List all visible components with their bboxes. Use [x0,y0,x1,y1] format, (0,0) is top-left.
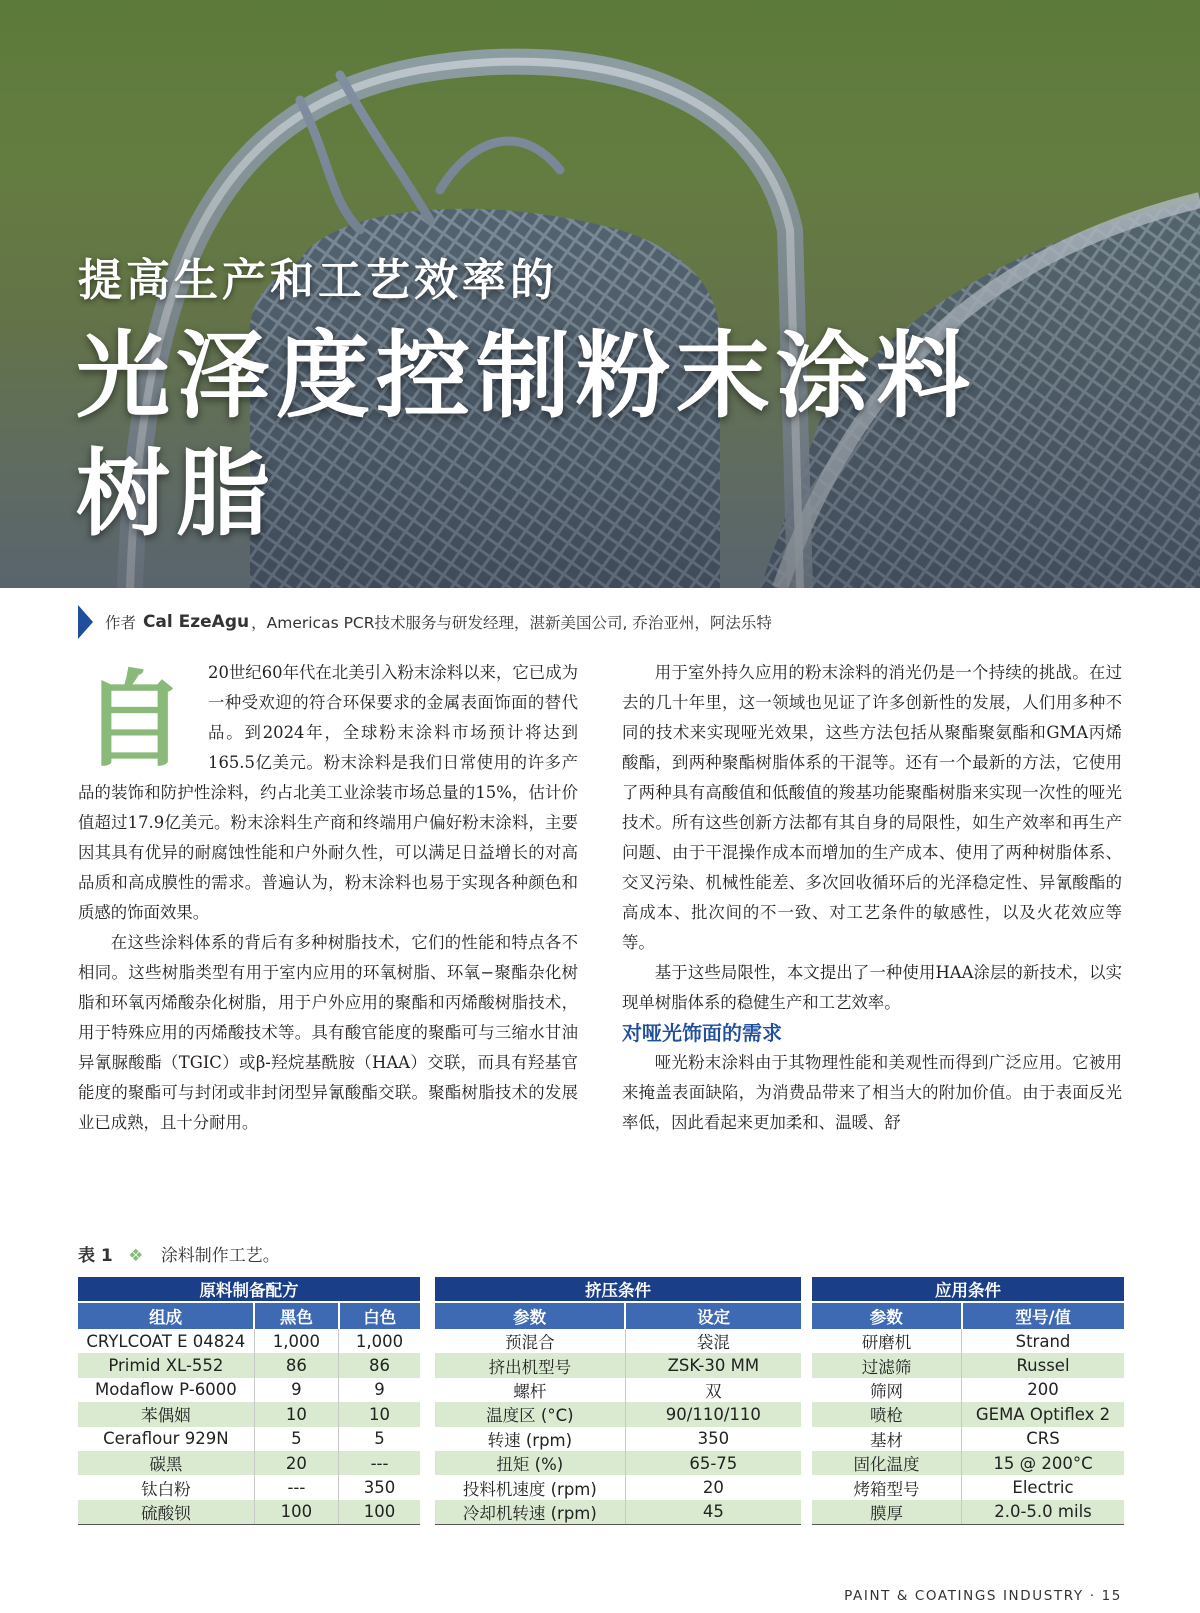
table-cell: --- [339,1451,420,1475]
drop-cap: 自 [82,659,187,781]
table-cell: 20 [625,1475,801,1499]
table-cell: 苯偶姻 [78,1402,254,1426]
title-line-1: 光泽度控制粉末涂料 [76,322,977,431]
table-row [435,1329,801,1353]
table-cell: 钛白粉 [78,1475,254,1499]
table-cell: 65-75 [625,1451,801,1475]
page-number: 15 [1101,1588,1122,1604]
table-cell: 20 [254,1451,338,1475]
table-cell: Russel [962,1353,1125,1377]
diamond-bullet-icon: ❖ [128,1246,144,1266]
table-row [812,1500,1124,1525]
table-cell: --- [254,1475,338,1499]
byline [78,605,772,639]
table-row [435,1475,801,1499]
table-cell: 5 [339,1427,420,1451]
table-cell: 9 [339,1378,420,1402]
magazine-name: PAINT & COATINGS INDUSTRY [844,1588,1084,1604]
table-cell: 过滤筛 [812,1353,962,1377]
table-title: 应用条件 [812,1277,1124,1302]
table-cell: 温度区 (°C) [435,1402,625,1426]
table-cell: 硫酸钡 [78,1500,254,1525]
column-header: 参数 [812,1302,962,1329]
table-cell: 基材 [812,1427,962,1451]
table-cell: 投料机速度 (rpm) [435,1475,625,1499]
hero-photo [0,0,1200,588]
table-cell: GEMA Optiflex 2 [962,1402,1125,1426]
table-cell: 筛网 [812,1378,962,1402]
table-cell: 90/110/110 [625,1402,801,1426]
table-row [435,1451,801,1475]
formulation-table [78,1277,420,1525]
table-cell: 10 [339,1402,420,1426]
paragraph [78,658,578,928]
table-cell: 双 [625,1378,801,1402]
table-row [78,1475,420,1499]
table-row [78,1402,420,1426]
table-cell: 固化温度 [812,1451,962,1475]
application-table [812,1277,1124,1525]
table-cell: 转速 (rpm) [435,1427,625,1451]
table-cell: 螺杆 [435,1378,625,1402]
column-header: 黑色 [254,1302,338,1329]
paragraph-text: 20世纪60年代在北美引入粉末涂料以来，它已成为一种受欢迎的符合环保要求的金属表面饰面的替代品。到2024年，全球粉末涂料市场预计将达到165.5亿美元。粉末涂料是我们日常使用的许多产品的装饰和防护性涂料，约占北美工业涂装市场总量的15%，估计价值超过17.9亿美元。粉末涂料生产商和终端用户偏好粉末涂料，主要因其具有优异的耐腐蚀性能和户外耐久性，可以满足日益增长的对高品质和高成膜性的需求。普遍认为，粉末涂料也易于实现各种颜色和质感的饰面效果。 [78,663,578,922]
table-cell: Modaflow P-6000 [78,1378,254,1402]
article-column-left [78,658,578,1138]
table-row [435,1402,801,1426]
table-cell: CRS [962,1427,1125,1451]
table-row [435,1427,801,1451]
table-title: 挤压条件 [435,1277,801,1302]
table-cell: 挤出机型号 [435,1353,625,1377]
table-cell: 预混合 [435,1329,625,1353]
table-row [812,1451,1124,1475]
table-cell: 烤箱型号 [812,1475,962,1499]
table-cell: 2.0-5.0 mils [962,1500,1125,1525]
extrusion-table [435,1277,801,1525]
paragraph: 在这些涂料体系的背后有多种树脂技术，它们的性能和特点各不相同。这些树脂类型有用于室内应用的环氧树脂、环氧−聚酯杂化树脂和环氧丙烯酸杂化树脂，用于户外应用的聚酯和丙烯酸树脂技术，用于特殊应用的丙烯酸技术等。具有酸官能度的聚酯可与三缩水甘油异氰脲酸酯（TGIC）或β-羟烷基酰胺（HAA）交联，而具有羟基官能度的聚酯可与封闭或非封闭型异氰酸酯交联。聚酯树脂技术的发展业已成熟，且十分耐用。 [78,933,578,1132]
table-row [812,1353,1124,1377]
table-row [78,1329,420,1353]
page-footer [844,1588,1122,1604]
column-header: 组成 [78,1302,254,1329]
column-header: 参数 [435,1302,625,1329]
table-title: 原料制备配方 [78,1277,420,1302]
table-row [78,1378,420,1402]
author-affiliation: ，Americas PCR技术服务与研发经理，湛新美国公司, 乔治亚州，阿法乐特 [251,614,772,632]
table-row [78,1427,420,1451]
table-row [812,1329,1124,1353]
table-cell: 5 [254,1427,338,1451]
table-caption [78,1241,280,1266]
table-cell: 扭矩 (%) [435,1451,625,1475]
table-cell: 350 [339,1475,420,1499]
table-row [435,1378,801,1402]
paragraph: 基于这些局限性，本文提出了一种使用HAA涂层的新技术，以实现单树脂体系的稳健生产和工艺效率。 [622,963,1122,1012]
table-cell: 100 [254,1500,338,1525]
byline-prefix: 作者 [105,614,137,632]
table-cell: Ceraflour 929N [78,1427,254,1451]
paragraph: 用于室外持久应用的粉末涂料的消光仍是一个持续的挑战。在过去的几十年里，这一领域也见证了许多创新性的发展，人们用多种不同的技术来实现哑光效果，这些方法包括从聚酯聚氨酯和GMA丙烯酸酯，到两种聚酯树脂体系的干混等。还有一个最新的方法，它使用了两种具有高酸值和低酸值的羧基功能聚酯树脂来实现一次性的哑光技术。所有这些创新方法都有其自身的局限性，如生产效率和再生产问题、由于干混操作成本而增加的生产成本、使用了两种树脂体系、交叉污染、机械性能差、多次回收循环后的光泽稳定性、异氰酸酯的高成本、批次间的不一致、对工艺条件的敏感性，以及火花效应等等。 [622,663,1122,952]
column-header: 型号/值 [962,1302,1125,1329]
table-row [812,1378,1124,1402]
table-cell: 86 [254,1353,338,1377]
section-heading: 对哑光饰面的需求 [622,1021,782,1045]
table-row [78,1500,420,1525]
table-cell: 10 [254,1402,338,1426]
table-row [78,1451,420,1475]
column-header: 设定 [625,1302,801,1329]
table-cell: 冷却机转速 (rpm) [435,1500,625,1525]
title-line-2: 树脂 [76,440,277,549]
table-cell: 45 [625,1500,801,1525]
table-caption-text: 涂料制作工艺。 [160,1246,280,1266]
table-cell: 研磨机 [812,1329,962,1353]
table-cell: Strand [962,1329,1125,1353]
article-kicker: 提高生产和工艺效率的 [78,255,558,306]
table-cell: 100 [339,1500,420,1525]
article-title [76,318,1136,554]
article-column-right [622,658,1122,1138]
table-cell: 9 [254,1378,338,1402]
table-row [435,1500,801,1525]
table-row [812,1427,1124,1451]
table-cell: 1,000 [254,1329,338,1353]
table-cell: Electric [962,1475,1125,1499]
table-row [812,1402,1124,1426]
table-cell: 膜厚 [812,1500,962,1525]
table-row [78,1353,420,1377]
paragraph: 哑光粉末涂料由于其物理性能和美观性而得到广泛应用。它被用来掩盖表面缺陷，为消费品带来了相当大的附加价值。由于表面反光率低，因此看起来更加柔和、温暖、舒 [622,1053,1122,1132]
table-cell: 1,000 [339,1329,420,1353]
table-cell: 袋混 [625,1329,801,1353]
table-cell: ZSK-30 MM [625,1353,801,1377]
table-cell: 15 @ 200°C [962,1451,1125,1475]
table-cell: 86 [339,1353,420,1377]
author-name: Cal EzeAgu [142,612,250,632]
footer-separator: · [1089,1588,1096,1604]
table-cell: 200 [962,1378,1125,1402]
table-cell: 喷枪 [812,1402,962,1426]
column-header: 白色 [339,1302,420,1329]
table-cell: 350 [625,1427,801,1451]
table-row [812,1475,1124,1499]
byline-arrow-icon [78,605,93,639]
table-row [435,1353,801,1377]
table-cell: 碳黑 [78,1451,254,1475]
table-cell: Primid XL-552 [78,1353,254,1377]
table-cell: CRYLCOAT E 04824 [78,1329,254,1353]
table-label: 表 1 [78,1246,113,1266]
